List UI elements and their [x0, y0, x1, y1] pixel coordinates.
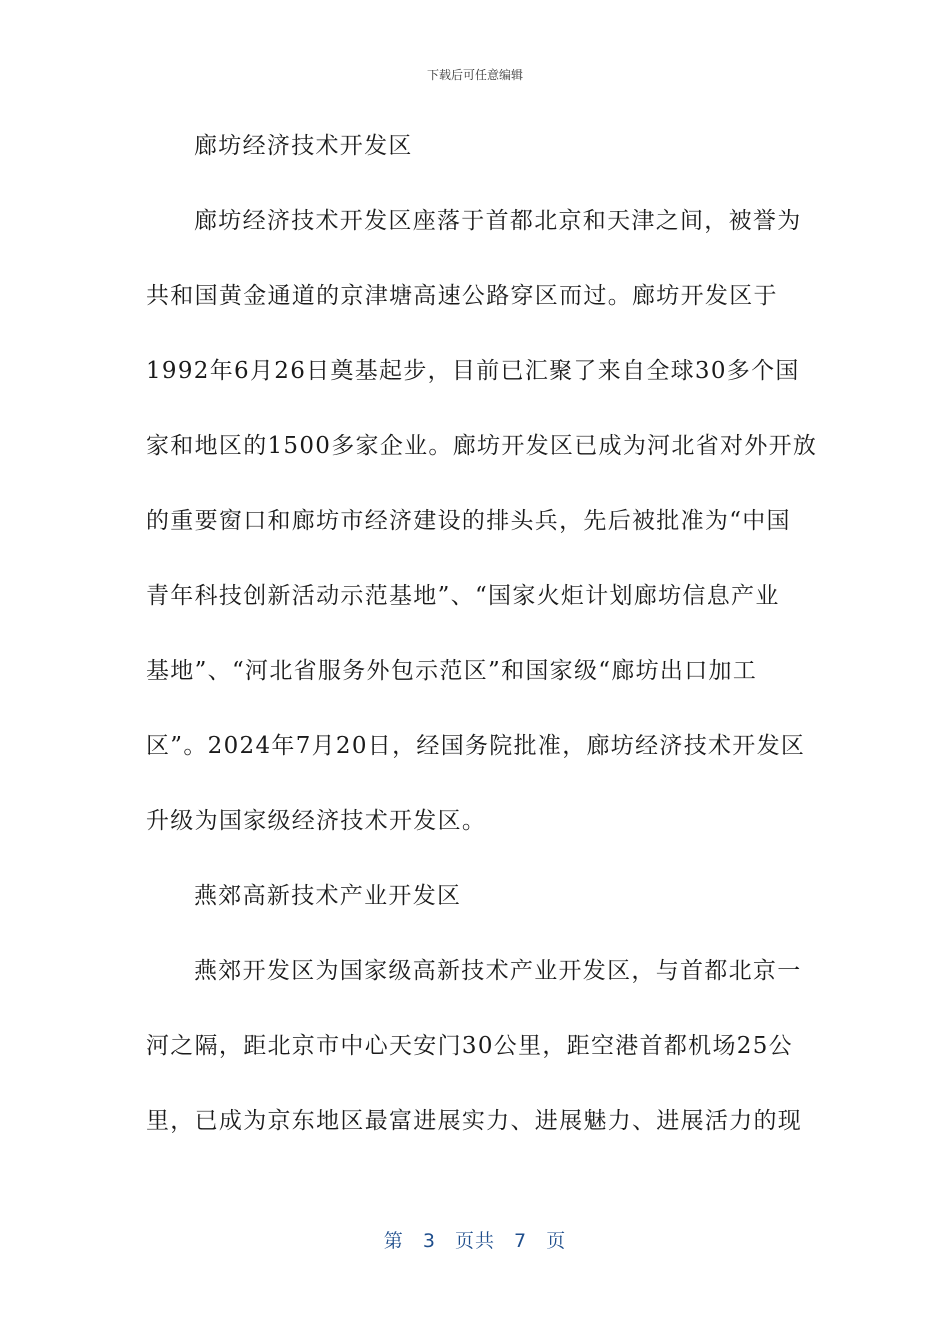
page-header-note: 下载后可任意编辑	[426, 68, 523, 82]
page-label: 第	[383, 1230, 404, 1252]
paragraph-line: 的重要窗口和廊坊市经济建设的排头兵，先后被批准为“中国	[146, 508, 791, 534]
page-number-footer	[0, 1226, 950, 1253]
paragraph-line: 廊坊经济技术开发区座落于首都北京和天津之间，被誉为	[194, 208, 802, 234]
section-title: 燕郊高新技术产业开发区	[194, 883, 462, 909]
paragraph-line: 河之隔，距北京市中心天安门30公里，距空港首都机场25公	[146, 1033, 793, 1059]
total-suffix: 页	[546, 1230, 567, 1252]
paragraph-line: 家和地区的1500多家企业。廊坊开发区已成为河北省对外开放	[146, 433, 818, 459]
paragraph-line: 共和国黄金通道的京津塘高速公路穿区而过。廊坊开发区于	[146, 283, 778, 309]
document-body	[146, 127, 818, 1177]
paragraph-line: 升级为国家级经济技术开发区。	[146, 808, 487, 834]
paragraph-line: 1992年6月26日奠基起步，目前已汇聚了来自全球30多个国	[146, 358, 800, 384]
page-suffix: 页共	[454, 1230, 495, 1252]
paragraph-line: 里，已成为京东地区最富进展实力、进展魅力、进展活力的现	[146, 1108, 803, 1134]
total-page-number: 7	[514, 1230, 528, 1252]
paragraph-line: 燕郊开发区为国家级高新技术产业开发区，与首都北京一	[194, 958, 802, 984]
paragraph-line: 青年科技创新活动示范基地”、“国家火炬计划廊坊信息产业	[146, 583, 780, 609]
current-page-number: 3	[422, 1230, 436, 1252]
paragraph-line: 区”。2024年7月20日，经国务院批准，廊坊经济技术开发区	[146, 733, 806, 759]
paragraph-line: 基地”、“河北省服务外包示范区”和国家级“廊坊出口加工	[146, 658, 758, 684]
section-title: 廊坊经济技术开发区	[194, 133, 413, 159]
